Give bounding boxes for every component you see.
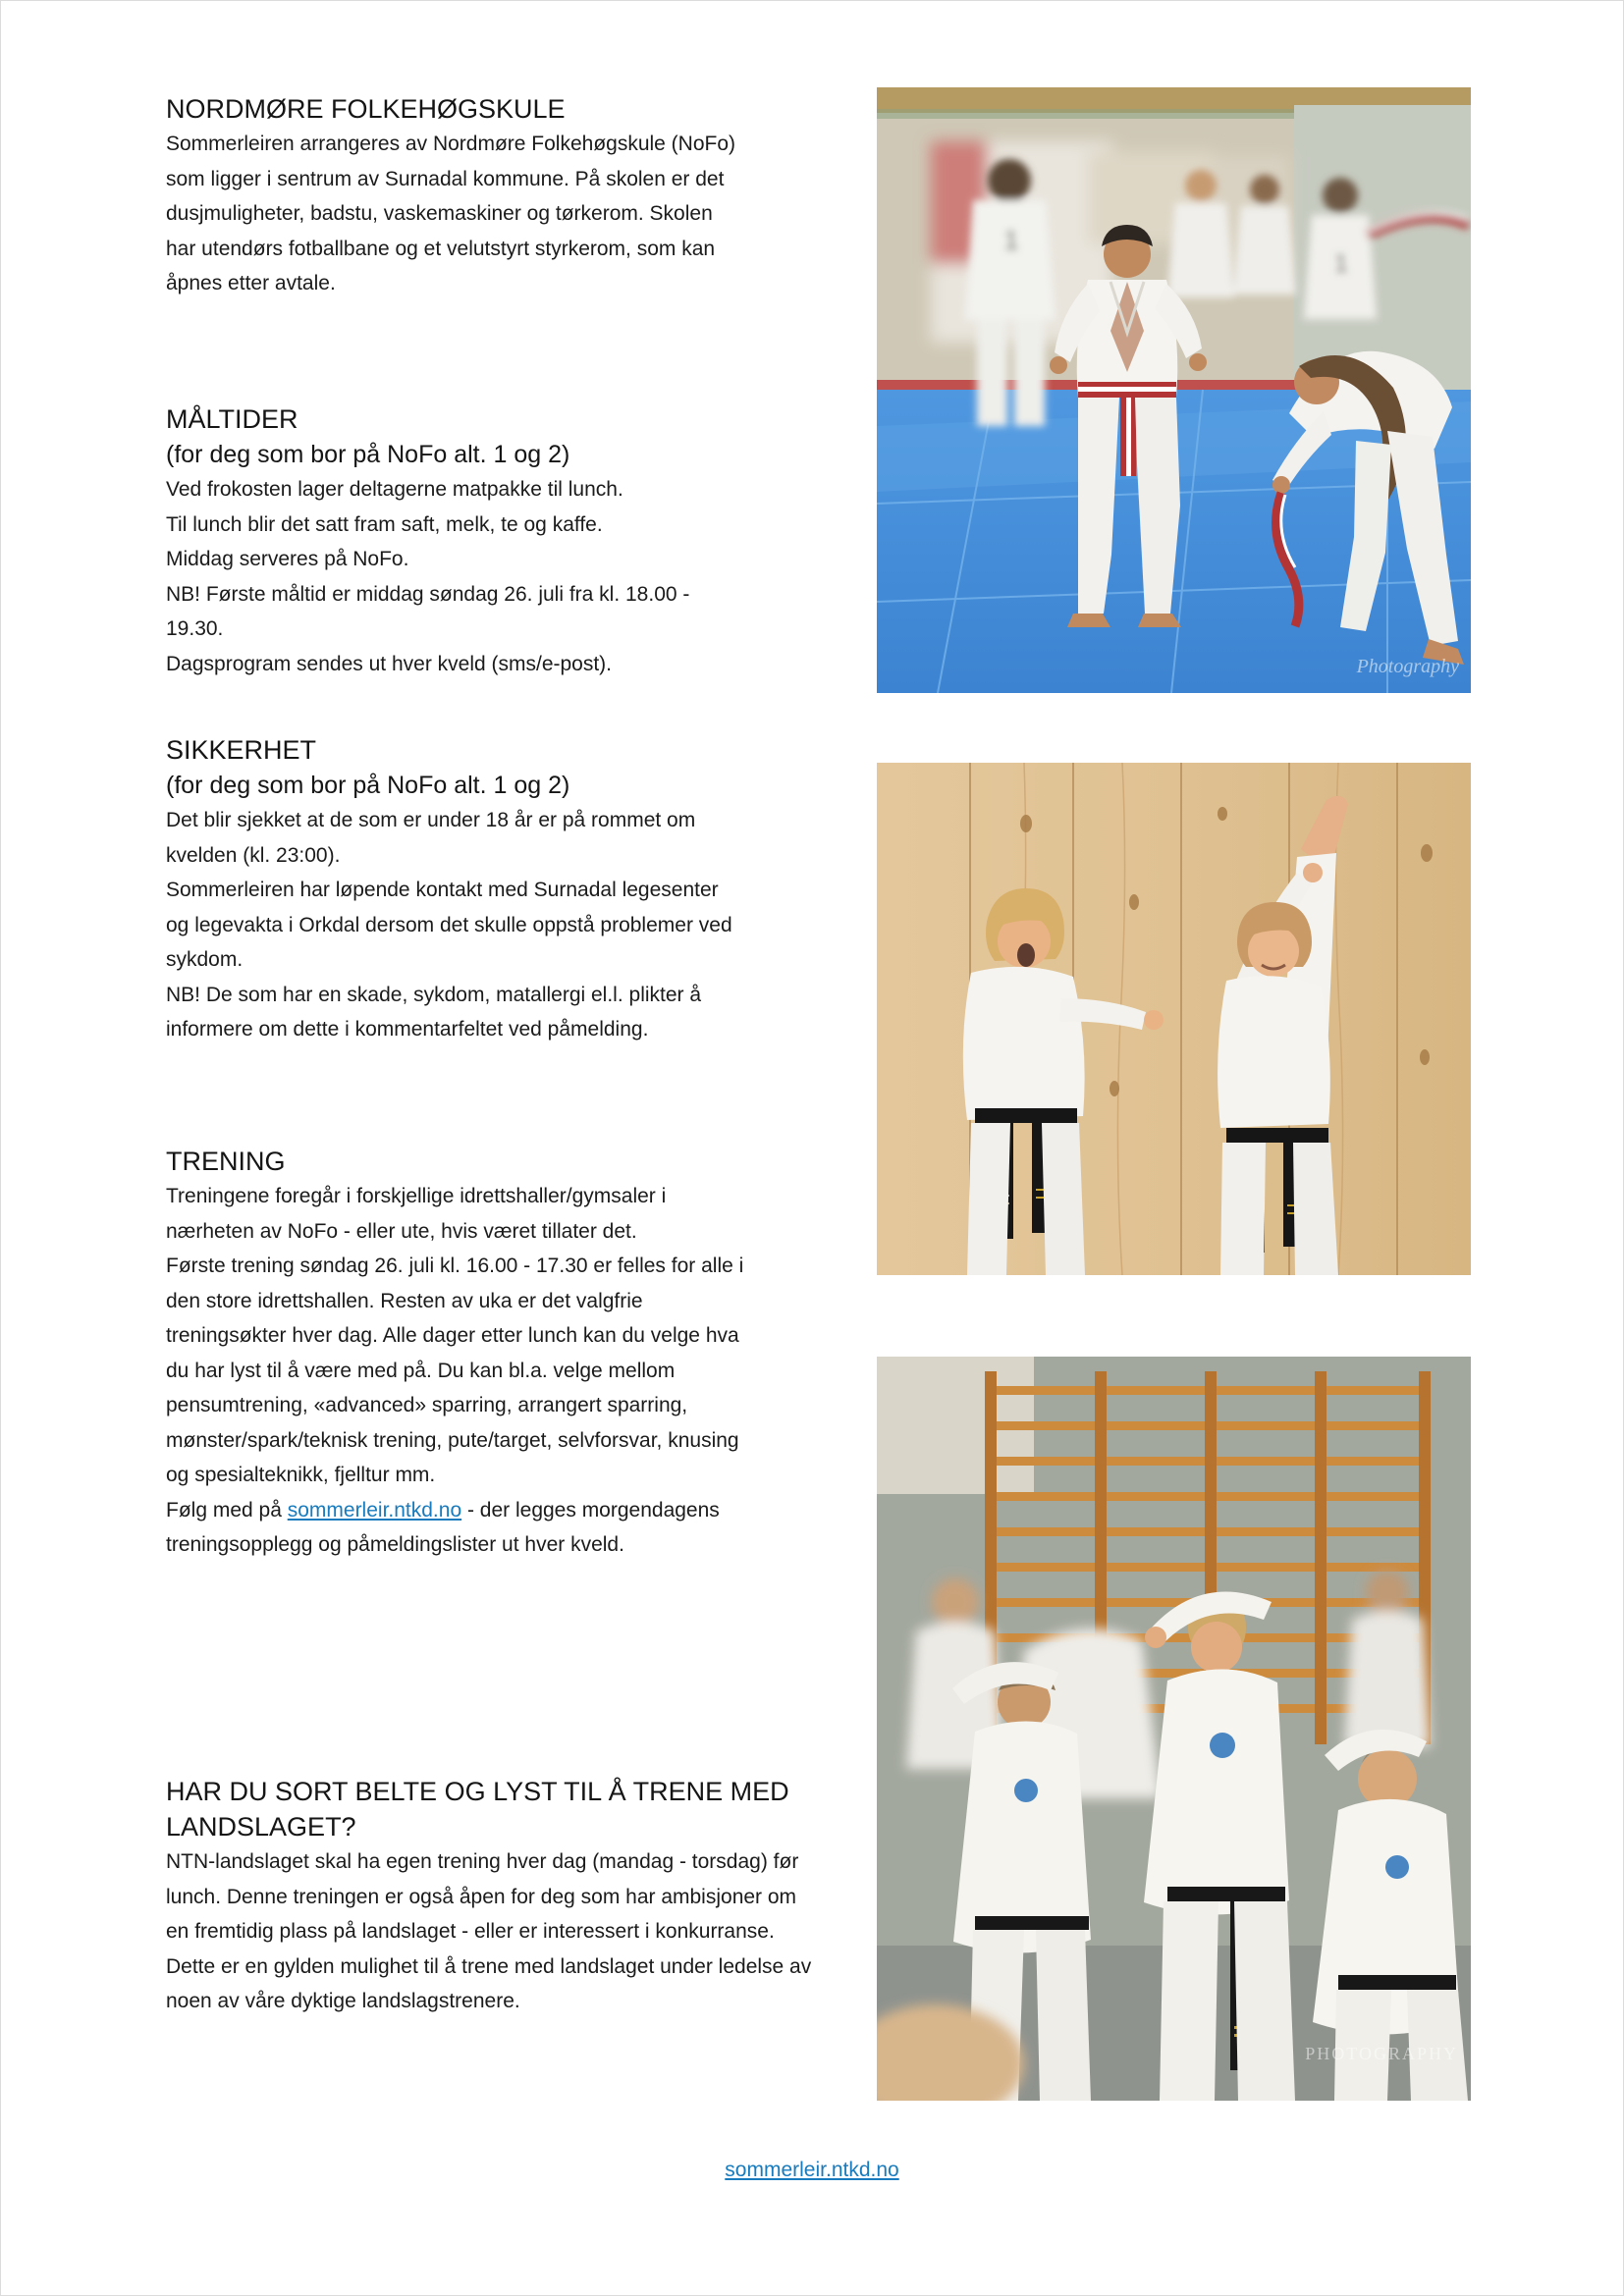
inline-link-sommerleir[interactable]: sommerleir.ntkd.no [287, 1498, 462, 1522]
paragraph-with-link [166, 1493, 745, 1563]
photo-wall-illustration [877, 763, 1471, 1275]
footer-link-sommerleir[interactable]: sommerleir.ntkd.no [725, 2159, 899, 2181]
paragraph: Ved frokosten lager deltagerne matpakke til lunch. [166, 478, 623, 501]
paragraph: Sommerleiren arrangeres av Nordmøre Folkehøgskule (NoFo) som ligger i sentrum av Surnadal kommune. På skolen er det dusjmuligheter, badstu, vaskemaskiner og tørkerom. Skolen har utendørs fotballbane og et velutstyrt styrkerom, som kan åpnes etter avtale. [166, 133, 736, 294]
paragraph: NTN-landslaget skal ha egen trening hver dag (mandag - torsdag) før lunch. Denne treningen er også åpen for deg som har ambisjoner om en fremtidig plass på landslaget - eller er interessert i konkurranse. Dette er en gylden mulighet til å trene med landslaget under ledelse av noen av våre dyktige landslagstrenere. [166, 1850, 812, 2012]
paragraph: Middag serveres på NoFo. [166, 548, 409, 570]
photo-stretch-against-wall [877, 763, 1471, 1275]
svg-text:1: 1 [1333, 248, 1349, 278]
photo-group-stretching [877, 1357, 1471, 2101]
svg-text:1: 1 [1003, 225, 1019, 255]
photo-gym-illustration [877, 1357, 1471, 2101]
section-nofo [166, 91, 745, 301]
link-paragraph-before: Følg med på [166, 1498, 288, 1522]
paragraph: Sommerleiren har løpende kontakt med Surnadal legesenter og legevakta i Orkdal dersom det skulle oppstå problemer ved sykdom. [166, 879, 732, 971]
photo-watermark: Photography [1356, 656, 1459, 677]
paragraph: Det blir sjekket at de som er under 18 år er på rommet om kvelden (kl. 23:00). [166, 809, 696, 867]
section-heading-maltider: MÅLTIDER [166, 404, 298, 434]
section-maltider [166, 401, 745, 681]
section-landslag [166, 1774, 814, 2019]
section-trening [166, 1144, 745, 1563]
link-paragraph-after: - der legges morgendagens treningsopplegg og påmeldingslister ut hver kveld. [166, 1498, 720, 1556]
section-subheading: (for deg som bor på NoFo alt. 1 og 2) [166, 441, 570, 468]
paragraph: NB! De som har en skade, sykdom, matallergi el.l. plikter å informere om dette i kommentarfeltet ved påmelding. [166, 983, 702, 1041]
photo-watermark: PHOTOGRAPHY [1305, 2044, 1458, 2063]
section-sikkerhet [166, 732, 745, 1047]
paragraph: Dagsprogram sendes ut hver kveld (sms/e-post). [166, 652, 613, 675]
photo-sparring-training [877, 87, 1471, 693]
paragraph: Treningene foregår i forskjellige idrettshaller/gymsaler i nærheten av NoFo - eller ute, hvis været tillater det. [166, 1185, 667, 1243]
section-heading-landslag: HAR DU SORT BELTE OG LYST TIL Å TRENE MED LANDSLAGET? [166, 1777, 789, 1842]
section-heading-nofo: NORDMØRE FOLKEHØGSKULE [166, 94, 566, 124]
section-heading-sikkerhet: SIKKERHET [166, 735, 317, 765]
paragraph: NB! Første måltid er middag søndag 26. juli fra kl. 18.00 - 19.30. [166, 582, 690, 640]
section-heading-trening: TRENING [166, 1147, 286, 1176]
section-subheading: (for deg som bor på NoFo alt. 1 og 2) [166, 772, 570, 799]
paragraph: Første trening søndag 26. juli kl. 16.00 - 17.30 er felles for alle i den store idrettshallen. Resten av uka er det valgfrie treningsøkter hver dag. Alle dager etter lunch kan du velge hva du har lyst til å være med på. Du kan bl.a. velge mellom pensumtrening, «advanced» sparring, arrangert sparring, mønster/spark/teknisk trening, pute/target, selvforsvar, knusing og spesialteknikk, fjelltur mm. [166, 1255, 744, 1486]
page-footer [1, 2159, 1623, 2182]
paragraph: Til lunch blir det satt fram saft, melk, te og kaffe. [166, 512, 603, 536]
photo-sparring-illustration [877, 87, 1471, 693]
